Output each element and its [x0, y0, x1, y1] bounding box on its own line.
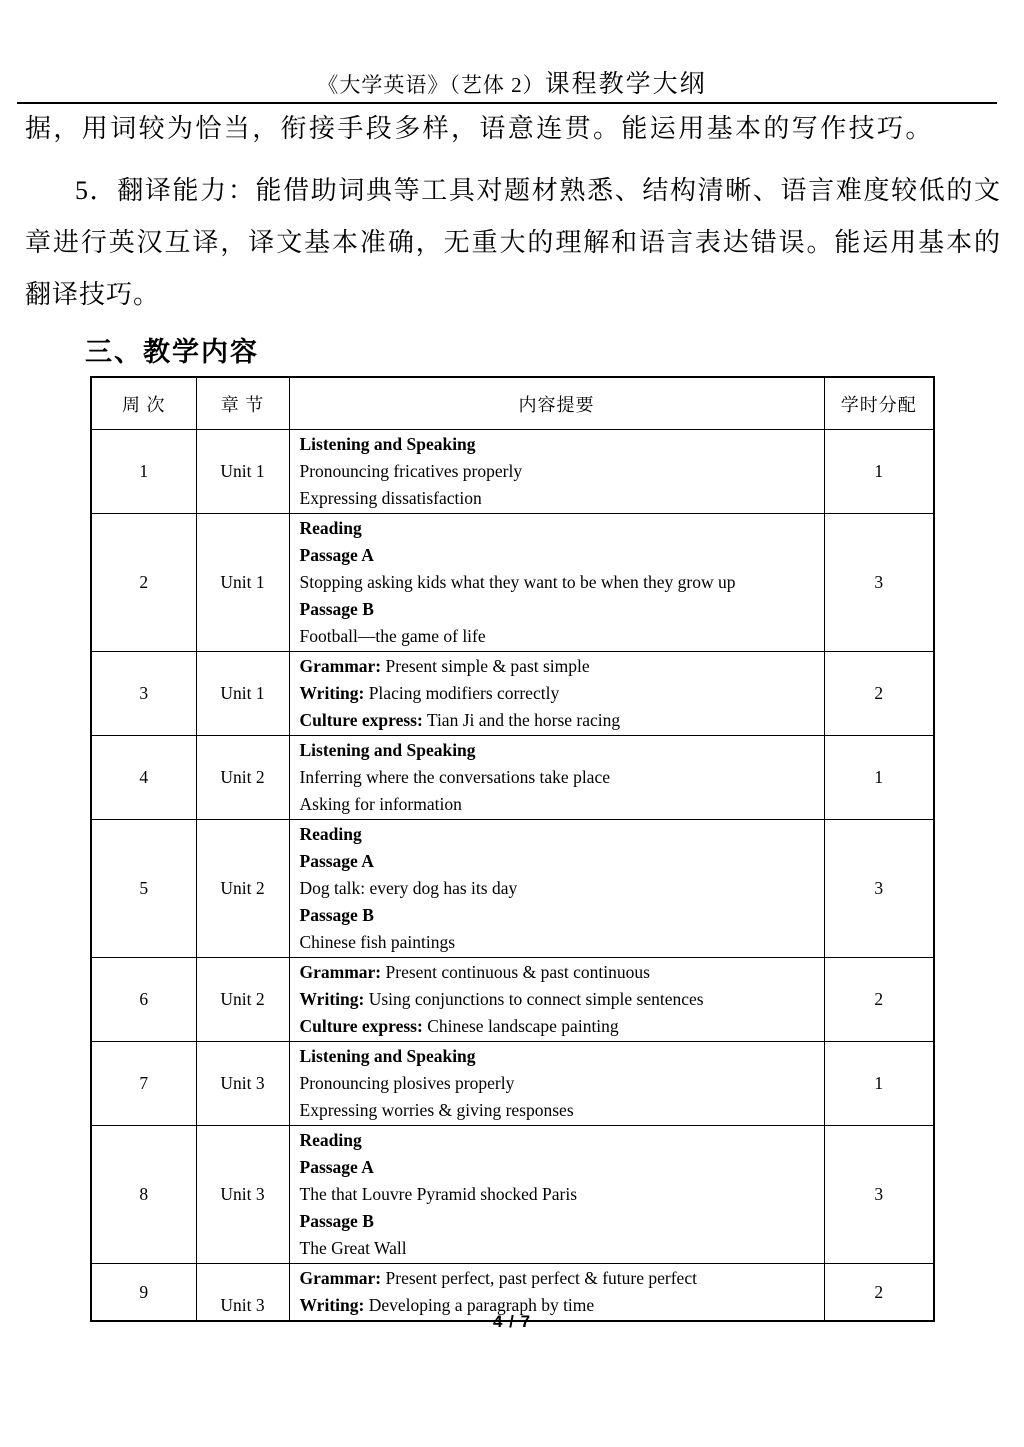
content-line: Writing: Placing modifiers correctly: [299, 683, 560, 703]
paragraph-translation: [25, 165, 1000, 321]
paragraph-line: 章进行英汉互译，译文基本准确，无重大的理解和语言表达错误。能运用基本的: [25, 228, 1000, 257]
content-line: Passage B: [299, 599, 374, 619]
content-line: Stopping asking kids what they want to be when they grow up: [299, 572, 736, 592]
table-row: [91, 820, 934, 958]
content-line: The Great Wall: [299, 1238, 407, 1258]
hours-cell: 1: [824, 430, 934, 514]
content-cell: [289, 430, 824, 514]
week-cell: 2: [91, 514, 196, 652]
week-cell: 1: [91, 430, 196, 514]
hours-cell: 1: [824, 1042, 934, 1126]
paragraph-line: 5．翻译能力：能借助词典等工具对题材熟悉、结构清晰、语言难度较低的文: [75, 176, 1000, 205]
content-line: Culture express: Tian Ji and the horse racing: [299, 710, 621, 730]
col-header-content: 内容提要: [289, 377, 824, 430]
content-line: Passage B: [299, 1211, 374, 1231]
unit-cell: Unit 1: [196, 652, 289, 736]
content-cell: [289, 652, 824, 736]
content-cell: [289, 958, 824, 1042]
paragraph-line: 翻译技巧。: [25, 280, 161, 309]
week-cell: 4: [91, 736, 196, 820]
week-cell: 5: [91, 820, 196, 958]
hours-cell: 2: [824, 652, 934, 736]
content-cell: [289, 1042, 824, 1126]
content-line: Passage A: [299, 1157, 374, 1177]
content-cell: [289, 514, 824, 652]
content-line: Listening and Speaking: [299, 740, 476, 760]
content-line: Asking for information: [299, 794, 462, 814]
content-line: Pronouncing fricatives properly: [299, 461, 523, 481]
unit-cell: Unit 3: [196, 1042, 289, 1126]
content-line: Writing: Developing a paragraph by time: [299, 1295, 595, 1315]
table-row: [91, 958, 934, 1042]
content-line: Reading: [299, 518, 362, 538]
content-line: Listening and Speaking: [299, 434, 476, 454]
content-line: Expressing dissatisfaction: [299, 488, 482, 508]
document-title-prefix: 《大学英语》（艺体 2）: [317, 73, 545, 97]
week-cell: 6: [91, 958, 196, 1042]
content-line: Listening and Speaking: [299, 1046, 476, 1066]
hours-cell: 3: [824, 820, 934, 958]
content-line: Passage A: [299, 545, 374, 565]
hours-cell: 2: [824, 1264, 934, 1322]
content-line: Reading: [299, 1130, 362, 1150]
unit-cell: Unit 2: [196, 958, 289, 1042]
table-row: [91, 736, 934, 820]
hours-cell: 1: [824, 736, 934, 820]
content-line: Passage B: [299, 905, 374, 925]
unit-cell: Unit 3: [196, 1264, 289, 1322]
content-line: Inferring where the conversations take place: [299, 767, 610, 787]
col-header-unit: 章 节: [196, 377, 289, 430]
week-cell: 9: [91, 1264, 196, 1322]
document-title-main: 课程教学大纲: [544, 71, 707, 98]
unit-cell: Unit 2: [196, 736, 289, 820]
unit-cell: Unit 1: [196, 430, 289, 514]
content-line: Grammar: Present simple & past simple: [299, 656, 590, 676]
content-line: Football—the game of life: [299, 626, 486, 646]
week-cell: 8: [91, 1126, 196, 1264]
content-line: Culture express: Chinese landscape painting: [299, 1016, 619, 1036]
table-row: [91, 514, 934, 652]
syllabus-table-body: [91, 430, 934, 1322]
content-line: Writing: Using conjunctions to connect simple sentences: [299, 989, 704, 1009]
week-cell: 7: [91, 1042, 196, 1126]
content-cell: [289, 736, 824, 820]
syllabus-table: [90, 376, 935, 1322]
hours-cell: 2: [824, 958, 934, 1042]
page-number: 4 / 7: [492, 1312, 532, 1331]
content-line: Grammar: Present perfect, past perfect & future perfect: [299, 1268, 697, 1288]
content-line: Chinese fish paintings: [299, 932, 456, 952]
section-heading: 三、教学内容: [85, 337, 259, 367]
content-line: Reading: [299, 824, 362, 844]
content-line: Dog talk: every dog has its day: [299, 878, 518, 898]
content-cell: [289, 1126, 824, 1264]
content-line: The that Louvre Pyramid shocked Paris: [299, 1184, 578, 1204]
col-header-hours: 学时分配: [824, 377, 934, 430]
header-rule: [17, 102, 997, 104]
unit-cell: Unit 1: [196, 514, 289, 652]
unit-cell: Unit 3: [196, 1126, 289, 1264]
table-row: [91, 1042, 934, 1126]
table-row: [91, 1126, 934, 1264]
paragraph-continuation: 据，用词较为恰当，衔接手段多样，语意连贯。能运用基本的写作技巧。: [25, 114, 934, 143]
hours-cell: 3: [824, 1126, 934, 1264]
content-line: Passage A: [299, 851, 374, 871]
document-title: [0, 68, 1024, 105]
col-header-week: 周 次: [91, 377, 196, 430]
unit-cell: Unit 2: [196, 820, 289, 958]
content-line: Expressing worries & giving responses: [299, 1100, 574, 1120]
table-row: [91, 652, 934, 736]
hours-cell: 3: [824, 514, 934, 652]
content-cell: [289, 820, 824, 958]
table-row: [91, 430, 934, 514]
week-cell: 3: [91, 652, 196, 736]
content-line: Grammar: Present continuous & past continuous: [299, 962, 650, 982]
table-header-row: [91, 377, 934, 430]
content-line: Pronouncing plosives properly: [299, 1073, 515, 1093]
